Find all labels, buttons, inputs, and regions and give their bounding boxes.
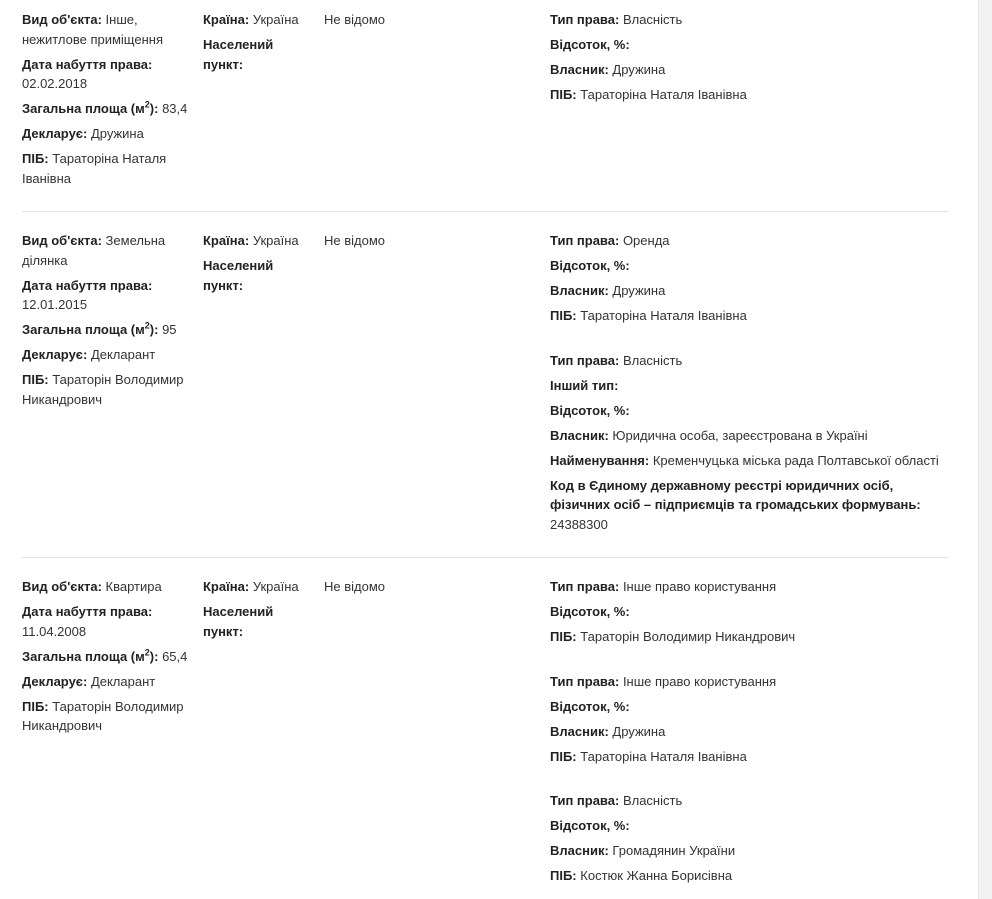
object-info-column: [22, 577, 190, 741]
owner-value: Дружина: [612, 62, 666, 77]
record-divider: [22, 211, 948, 212]
settlement-field: [203, 256, 313, 295]
declares-field: [22, 345, 190, 365]
right-type-value: Власність: [622, 793, 683, 808]
right-type-value: Оренда: [622, 233, 670, 248]
pib-value: Тараторіна Наталя Іванівна: [580, 308, 747, 323]
area-value: 95: [162, 322, 177, 337]
right-type-field: [550, 672, 950, 692]
right-type-field: [550, 351, 950, 371]
right-type-label: Тип права:: [550, 233, 620, 248]
country-column: [203, 10, 313, 80]
owner-field: [550, 426, 950, 446]
right-type-label: Тип права:: [550, 352, 620, 368]
owner-pib-field: [550, 627, 950, 647]
percent-field: [550, 401, 950, 421]
percent-label: Відсоток, %:: [550, 37, 630, 52]
owner-group: [550, 351, 950, 535]
pib-label: ПІБ:: [550, 308, 577, 323]
location-value: Не відомо: [324, 233, 386, 248]
location-value: Не відомо: [324, 579, 386, 594]
right-type-label: Тип права:: [550, 12, 620, 27]
pib-value: Тараторін Володимир Никандрович: [22, 372, 184, 407]
acquired-date-field: [22, 55, 190, 94]
percent-field: [550, 256, 950, 276]
acquired-date-value: 12.01.2015: [22, 297, 88, 312]
right-type-value: Інше право користування: [622, 673, 777, 689]
object-info-column: [22, 231, 190, 415]
edrpou-label: Код в Єдиному державному реєстрі юридичних осіб, фізичних осіб – підприємців та громадських формувань:: [550, 477, 921, 512]
owner-group: [550, 577, 950, 647]
owner-label: Власник:: [550, 62, 609, 77]
area-field: [22, 320, 190, 340]
acquired-date-value: 11.04.2008: [22, 623, 87, 639]
area-label: Загальна площа $(м^2)$:: [22, 320, 159, 337]
country-column: [203, 231, 313, 301]
ownership-column: [550, 231, 950, 559]
pib-value: Костюк Жанна Борисівна: [580, 868, 733, 883]
pib-label: ПІБ:: [550, 868, 577, 883]
ownership-column: [550, 577, 950, 899]
acquired-date-value: 02.02.2018: [22, 76, 88, 91]
country-label: Країна:: [203, 579, 250, 594]
owner-label: Власник:: [550, 843, 609, 858]
owner-pib-field: [550, 306, 950, 326]
declares-label: Декларує:: [22, 126, 88, 141]
owner-field: [550, 281, 950, 301]
declarant-pib-field: [22, 149, 190, 188]
country-label: Країна:: [203, 12, 250, 27]
declares-label: Декларує:: [22, 347, 88, 362]
acquired-date-field: [22, 602, 190, 641]
location-column: [324, 577, 524, 597]
owner-field: [550, 841, 950, 861]
owner-field: [550, 60, 950, 80]
org-name-field: [550, 451, 950, 471]
right-type-label: Тип права:: [550, 793, 620, 808]
acquired-date-label: Дата набуття права:: [22, 604, 153, 619]
percent-label: Відсоток, %:: [550, 402, 630, 418]
record-divider: [22, 557, 948, 558]
area-label: Загальна площа $(м^2)$:: [22, 99, 159, 116]
owner-group: [550, 231, 950, 326]
country-field: [203, 10, 313, 30]
right-type-value: Інше право користування: [622, 579, 777, 594]
pib-label: ПІБ:: [550, 629, 577, 644]
owner-label: Власник:: [550, 427, 609, 443]
owner-pib-field: [550, 866, 950, 886]
acquired-date-field: [22, 276, 190, 315]
country-label: Країна:: [203, 233, 250, 248]
object-type-value: Земельна ділянка: [22, 233, 166, 268]
pib-value: Тараторін Володимир Никандрович: [580, 629, 796, 644]
percent-label: Відсоток, %:: [550, 818, 630, 833]
declarant-pib-field: [22, 370, 190, 409]
acquired-date-label: Дата набуття права:: [22, 56, 153, 72]
declares-value: Декларант: [90, 673, 156, 689]
percent-label: Відсоток, %:: [550, 258, 630, 273]
right-type-value: Власність: [622, 12, 683, 27]
pib-label: ПІБ:: [550, 748, 577, 764]
right-type-label: Тип права:: [550, 673, 620, 689]
percent-label: Відсоток, %:: [550, 698, 630, 714]
percent-field: [550, 35, 950, 55]
country-field: [203, 231, 313, 251]
location-column: [324, 231, 524, 251]
percent-label: Відсоток, %:: [550, 604, 630, 619]
pib-label: ПІБ:: [22, 698, 49, 714]
owner-label: Власник:: [550, 283, 609, 298]
country-value: Україна: [252, 233, 299, 248]
location-column: [324, 10, 524, 30]
area-value: 83,4: [162, 101, 188, 116]
declarant-pib-field: [22, 697, 190, 736]
object-type-value: Інше, нежитлове приміщення: [22, 12, 163, 47]
owner-value: Дружина: [612, 723, 666, 739]
pib-value: Тараторіна Наталя Іванівна: [580, 87, 747, 102]
object-type-label: Вид об'єкта:: [22, 579, 102, 594]
pib-value: Тараторіна Наталя Іванівна: [22, 151, 167, 186]
area-field: [22, 647, 190, 667]
owner-field: [550, 722, 950, 742]
object-type-label: Вид об'єкта:: [22, 12, 102, 27]
country-column: [203, 577, 313, 647]
other-type-field: [550, 376, 950, 396]
declares-value: Декларант: [90, 347, 156, 362]
area-value: 65,4: [162, 648, 188, 664]
ownership-column: [550, 10, 950, 130]
object-type-value: Квартира: [105, 579, 162, 594]
settlement-field: [203, 602, 313, 641]
owner-value: Дружина: [612, 283, 666, 298]
declares-field: [22, 672, 190, 692]
right-type-field: [550, 577, 950, 597]
right-type-value: Власність: [622, 352, 683, 368]
object-type-field: [22, 10, 190, 49]
area-field: [22, 99, 190, 119]
right-type-field: [550, 231, 950, 251]
settlement-label: Населений пункт:: [203, 37, 274, 72]
settlement-field: [203, 35, 313, 74]
declares-field: [22, 124, 190, 144]
declares-value: Дружина: [90, 126, 144, 141]
country-value: Україна: [252, 579, 299, 594]
object-type-label: Вид об'єкта:: [22, 233, 102, 248]
declares-label: Декларує:: [22, 673, 88, 689]
other-type-label: Інший тип:: [550, 377, 619, 393]
owner-group: [550, 672, 950, 767]
owner-value: Громадянин України: [612, 843, 736, 858]
right-type-field: [550, 791, 950, 811]
area-label: Загальна площа $(м^2)$:: [22, 647, 159, 664]
percent-field: [550, 816, 950, 836]
location-value: Не відомо: [324, 12, 386, 27]
object-type-field: [22, 231, 190, 270]
edrpou-field: [550, 476, 950, 535]
right-type-field: [550, 10, 950, 30]
percent-field: [550, 602, 950, 622]
owner-label: Власник:: [550, 723, 609, 739]
pib-label: ПІБ:: [22, 372, 49, 387]
owner-value: Юридична особа, зареєстрована в Україні: [612, 427, 868, 443]
pib-label: ПІБ:: [550, 87, 577, 102]
pib-label: ПІБ:: [22, 151, 49, 166]
object-type-field: [22, 577, 190, 597]
country-value: Україна: [252, 12, 299, 27]
settlement-label: Населений пункт:: [203, 258, 274, 293]
acquired-date-label: Дата набуття права:: [22, 277, 153, 293]
org-name-value: Кременчуцька міська рада Полтавської області: [652, 452, 939, 468]
owner-pib-field: [550, 85, 950, 105]
owner-pib-field: [550, 747, 950, 767]
owner-group: [550, 10, 950, 105]
vertical-scrollbar[interactable]: [978, 0, 992, 899]
owner-group: [550, 791, 950, 886]
settlement-label: Населений пункт:: [203, 604, 274, 639]
pib-value: Тараторіна Наталя Іванівна: [580, 748, 747, 764]
org-name-label: Найменування:: [550, 452, 650, 468]
pib-value: Тараторін Володимир Никандрович: [22, 698, 184, 733]
right-type-label: Тип права:: [550, 579, 620, 594]
country-field: [203, 577, 313, 597]
edrpou-value: 24388300: [550, 516, 608, 532]
percent-field: [550, 697, 950, 717]
object-info-column: [22, 10, 190, 194]
